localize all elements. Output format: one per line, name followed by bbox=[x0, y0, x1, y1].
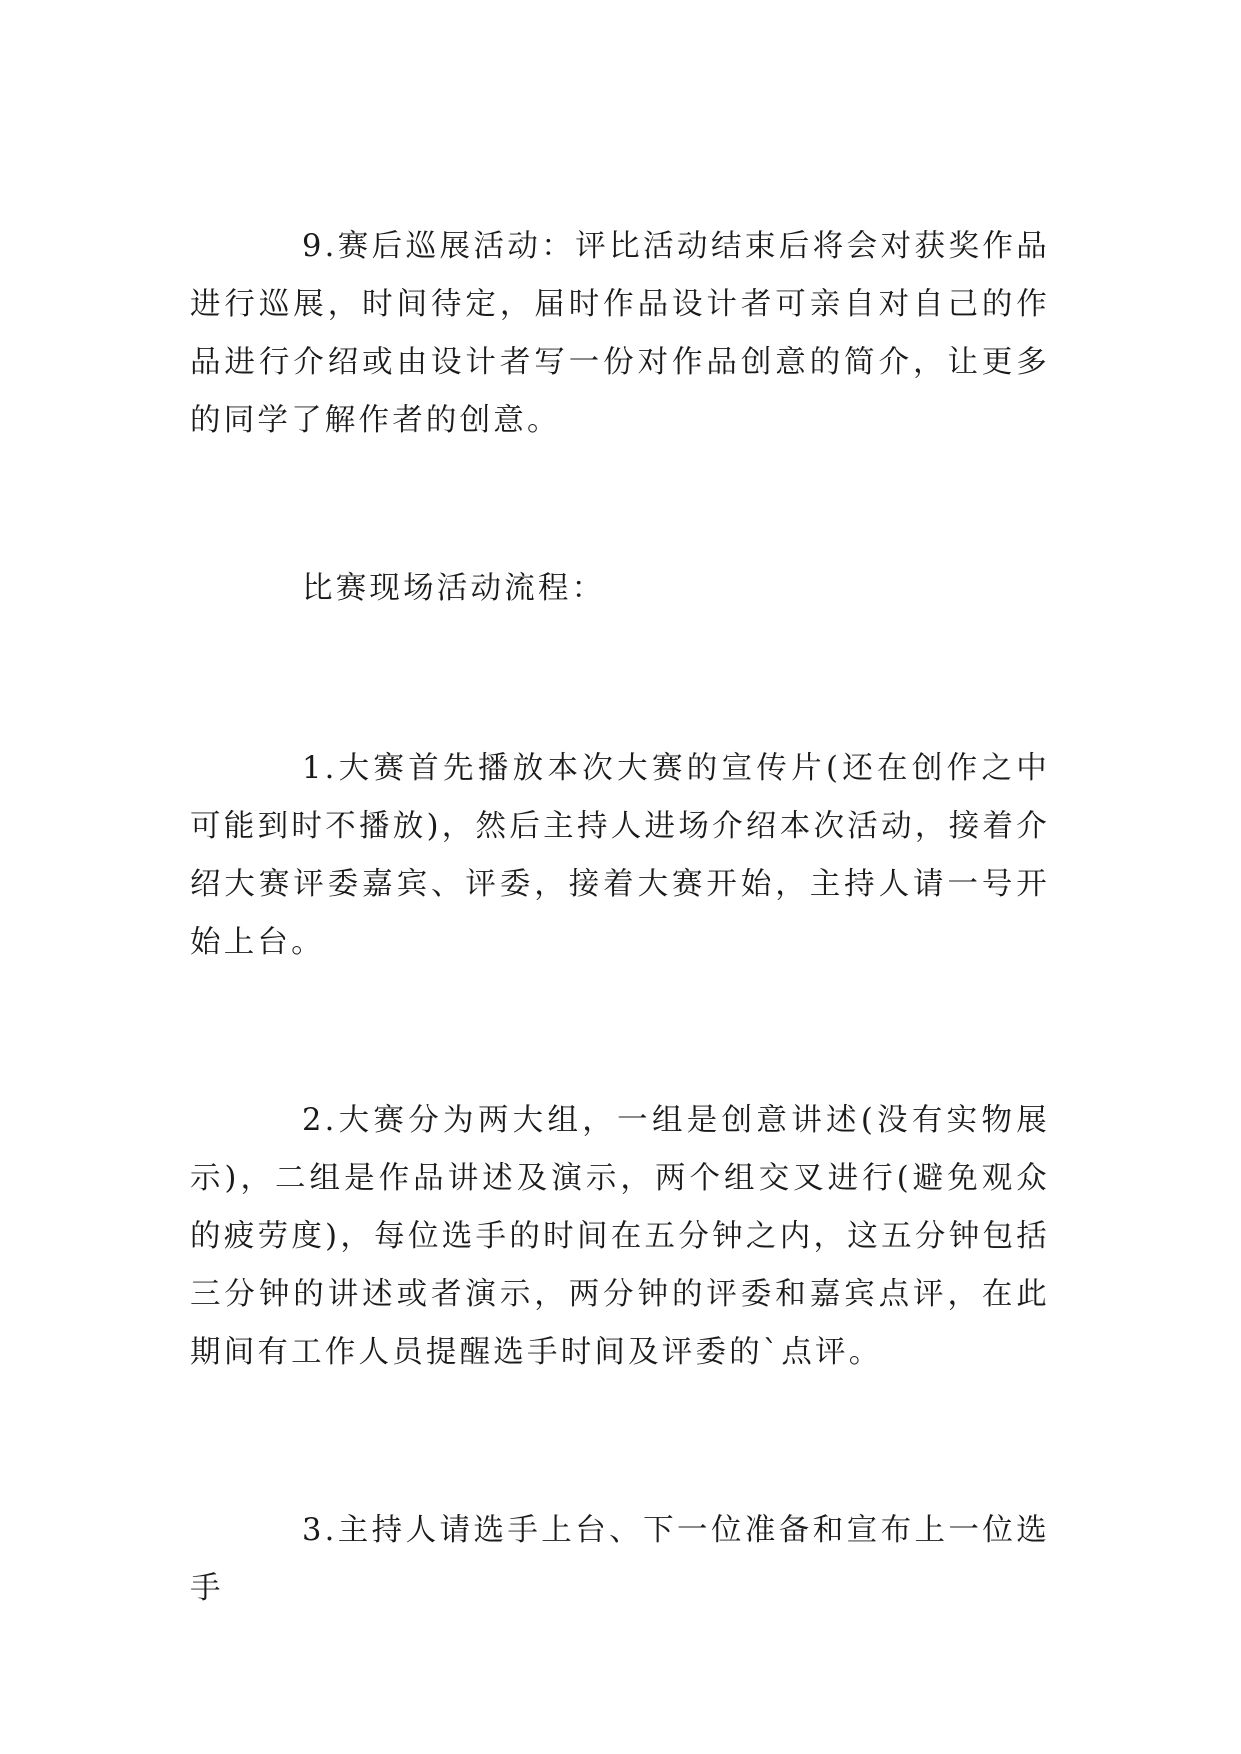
paragraph-step-1: 1.大赛首先播放本次大赛的宣传片(还在创作之中可能到时不播放)，然后主持人进场介绍本次活动，接着介绍大赛评委嘉宾、评委，接着大赛开始，主持人请一号开始上台。 bbox=[190, 751, 1050, 960]
section-heading-onsite-process: 比赛现场活动流程： bbox=[302, 571, 606, 606]
paragraph-step-2: 2.大赛分为两大组，一组是创意讲述(没有实物展示)，二组是作品讲述及演示，两个组交叉进行(避免观众的疲劳度)，每位选手的时间在五分钟之内，这五分钟包括三分钟的讲述或者演示，两分钟的评委和嘉宾点评，在此期间有工作人员提醒选手时间及评委的`点评。 bbox=[190, 1103, 1050, 1370]
paragraph-post-competition-tour: 9.赛后巡展活动：评比活动结束后将会对获奖作品进行巡展，时间待定，届时作品设计者可亲自对自己的作品进行介绍或由设计者写一份对作品创意的简介，让更多的同学了解作者的创意。 bbox=[190, 229, 1050, 438]
paragraph-step-3: 3.主持人请选手上台、下一位准备和宣布上一位选手 bbox=[190, 1513, 1050, 1606]
